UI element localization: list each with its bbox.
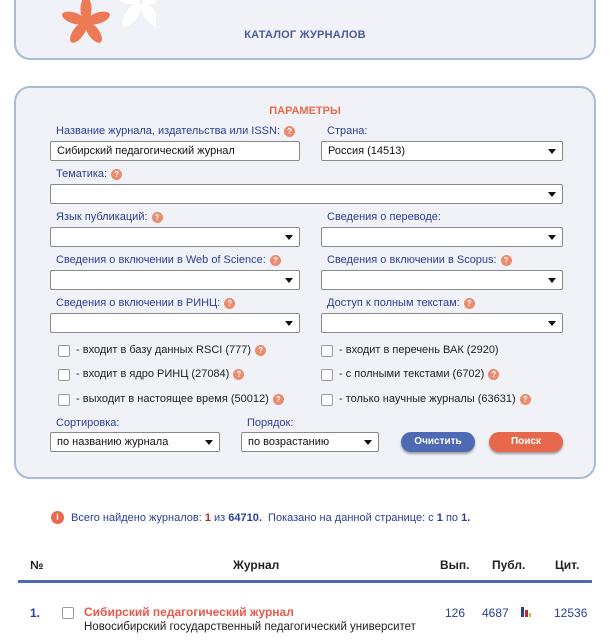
column-header-issues[interactable]: Вып. bbox=[440, 558, 470, 572]
rinc-core-checkbox-label bbox=[76, 368, 244, 380]
help-icon[interactable]: ? bbox=[152, 212, 163, 223]
language-label-text: Язык публикаций: bbox=[56, 211, 148, 223]
fulltext-select[interactable] bbox=[321, 313, 563, 333]
help-icon[interactable]: ? bbox=[270, 255, 281, 266]
rinc-core-checkbox-text: - входит в ядро РИНЦ (27084) bbox=[76, 368, 230, 380]
results-found-text: Всего найдено журналов: bbox=[71, 511, 202, 524]
results-shown-text: Показано на данной странице: с bbox=[268, 511, 434, 524]
topic-select[interactable] bbox=[50, 184, 563, 204]
translation-label: Сведения о переводе: bbox=[327, 211, 441, 223]
row-number: 1. bbox=[30, 606, 41, 620]
page-title: КАТАЛОГ ЖУРНАЛОВ bbox=[244, 29, 366, 41]
journal-title-link[interactable]: Сибирский педагогический журнал bbox=[84, 605, 294, 619]
help-icon[interactable]: ? bbox=[111, 169, 122, 180]
help-icon[interactable]: ? bbox=[488, 369, 499, 380]
help-icon[interactable]: ? bbox=[464, 298, 475, 309]
journal-name-label bbox=[56, 125, 295, 137]
parameters-title: ПАРАМЕТРЫ bbox=[269, 105, 341, 117]
scopus-select[interactable] bbox=[321, 270, 563, 290]
rinc-label-text: Сведения о включении в РИНЦ: bbox=[56, 297, 221, 309]
fulltext-label-text: Доступ к полным текстам: bbox=[327, 297, 460, 309]
help-icon[interactable]: ? bbox=[224, 298, 235, 309]
scopus-label bbox=[327, 254, 512, 266]
order-label: Порядок: bbox=[247, 417, 294, 429]
rsci-checkbox[interactable] bbox=[58, 345, 70, 357]
topic-label bbox=[56, 168, 122, 180]
bar-chart-icon[interactable] bbox=[520, 605, 532, 618]
rinc-label bbox=[56, 297, 235, 309]
rsci-checkbox-text: - входит в базу данных RSCI (777) bbox=[76, 344, 252, 356]
country-select[interactable] bbox=[321, 141, 563, 161]
column-header-pubs[interactable]: Публ. bbox=[492, 558, 526, 572]
parameters-panel bbox=[14, 86, 596, 479]
fulltext-checkbox-label bbox=[339, 368, 499, 380]
help-icon[interactable]: ? bbox=[284, 126, 295, 137]
rinc-core-checkbox[interactable] bbox=[58, 369, 70, 381]
scientific-checkbox-label bbox=[339, 393, 531, 405]
results-to-word: по bbox=[445, 511, 459, 524]
fulltext-checkbox[interactable] bbox=[321, 369, 333, 381]
header-panel bbox=[14, 0, 596, 60]
row-issues[interactable]: 126 bbox=[445, 606, 466, 620]
results-to: 1. bbox=[461, 511, 471, 524]
fulltext-label bbox=[327, 297, 475, 309]
country-label: Страна: bbox=[327, 125, 368, 137]
clear-button[interactable]: Очистить bbox=[401, 432, 475, 452]
column-header-journal[interactable]: Журнал bbox=[233, 558, 280, 572]
wos-label-text: Сведения о включении в Web of Science: bbox=[56, 254, 266, 266]
help-icon[interactable]: ? bbox=[520, 394, 531, 405]
table-header-divider bbox=[18, 580, 592, 583]
row-cites[interactable]: 12536 bbox=[554, 606, 588, 620]
country-select-value: Россия (14513) bbox=[328, 145, 406, 157]
wos-select[interactable] bbox=[50, 270, 300, 290]
row-pubs[interactable]: 4687 bbox=[482, 606, 509, 620]
search-button[interactable]: Поиск bbox=[489, 432, 563, 452]
scientific-checkbox[interactable] bbox=[321, 394, 333, 406]
current-checkbox-text: - выходит в настоящее время (50012) bbox=[76, 393, 269, 405]
column-header-cites[interactable]: Цит. bbox=[555, 558, 580, 572]
fulltext-checkbox-text: - с полными текстами (6702) bbox=[339, 368, 485, 380]
results-total-count: 64710. bbox=[228, 511, 262, 524]
translation-select[interactable] bbox=[321, 227, 563, 247]
scopus-label-text: Сведения о включении в Scopus: bbox=[327, 254, 497, 266]
column-header-num: № bbox=[30, 558, 44, 572]
sort-label: Сортировка: bbox=[56, 417, 120, 429]
order-select[interactable] bbox=[241, 432, 379, 452]
language-select[interactable] bbox=[50, 227, 300, 247]
current-checkbox-label bbox=[76, 393, 284, 405]
journal-name-input[interactable]: Сибирский педагогический журнал bbox=[50, 141, 300, 161]
vak-checkbox-label: - входит в перечень ВАК (2920) bbox=[339, 344, 499, 356]
help-icon[interactable]: ? bbox=[273, 394, 284, 405]
results-found-count: 1 bbox=[204, 511, 211, 524]
sort-select[interactable] bbox=[50, 432, 220, 452]
journal-publisher: Новосибирский государственный педагогический университет bbox=[84, 621, 416, 633]
help-icon[interactable]: ? bbox=[501, 255, 512, 266]
results-of-text: из bbox=[214, 511, 226, 524]
order-select-value: по возрастанию bbox=[248, 436, 330, 448]
rsci-checkbox-label bbox=[76, 344, 266, 356]
sort-select-value: по названию журнала bbox=[57, 436, 169, 448]
help-icon[interactable]: ? bbox=[255, 345, 266, 356]
rinc-select[interactable] bbox=[50, 313, 300, 333]
wos-label bbox=[56, 254, 281, 266]
results-from: 1 bbox=[436, 511, 443, 524]
language-label bbox=[56, 211, 163, 223]
info-icon: i bbox=[51, 511, 64, 524]
current-checkbox[interactable] bbox=[58, 394, 70, 406]
vak-checkbox[interactable] bbox=[321, 345, 333, 357]
results-summary bbox=[51, 511, 470, 524]
topic-label-text: Тематика: bbox=[56, 168, 108, 180]
scientific-checkbox-text: - только научные журналы (63631) bbox=[339, 393, 516, 405]
help-icon[interactable]: ? bbox=[233, 369, 244, 380]
row-select-checkbox[interactable] bbox=[62, 607, 74, 619]
journal-name-label-text: Название журнала, издательства или ISSN: bbox=[56, 125, 281, 137]
